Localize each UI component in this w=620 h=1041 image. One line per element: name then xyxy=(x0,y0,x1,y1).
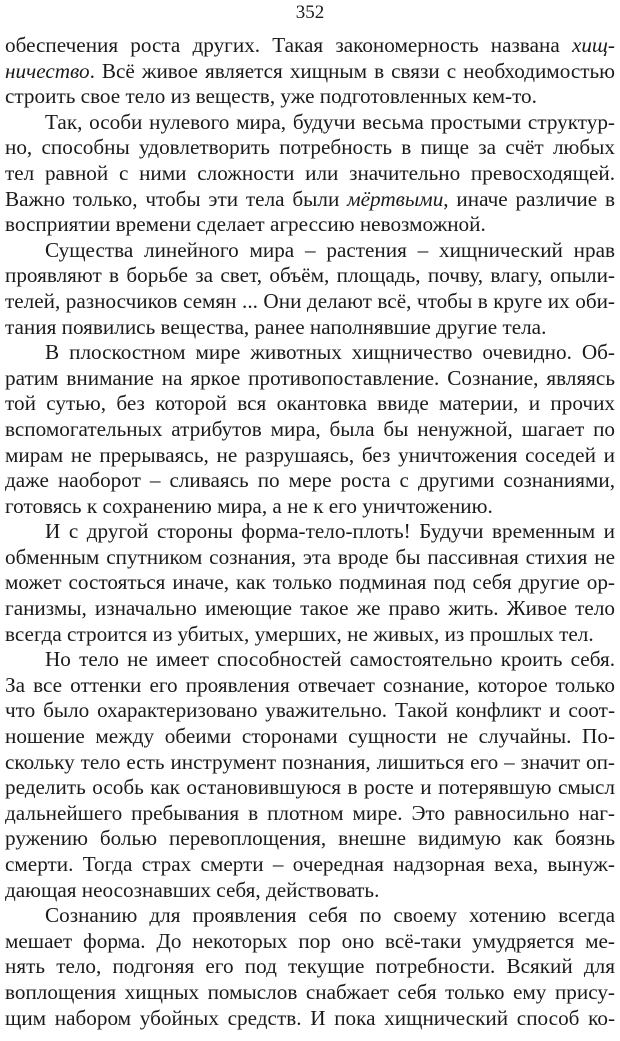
text-line: тания появились вещества, ранее наполнявшие другие тела. xyxy=(5,314,547,339)
text-line: мирам не прерываясь, не разрушаясь, без уничтожения соседей и xyxy=(5,442,615,467)
text-line: восприятии времени сделает агрессию невозможной. xyxy=(5,212,486,237)
text-line: И с другой стороны форма-тело-плоть! Будучи временным и xyxy=(45,519,615,544)
text-line: ружению болью перевоплощения, внешне видимую как боязнь xyxy=(5,826,615,851)
text-line: скольку тело есть инструмент познания, лишиться его – значит оп- xyxy=(5,749,615,774)
text-line: той сутью, без которой вся окантовка ввиде материи, и прочих xyxy=(5,391,615,416)
text-line: За все оттенки его проявления отвечает сознание, которое только xyxy=(5,672,615,697)
text-line: Но тело не имеет способностей самостоятельно кроить себя. xyxy=(45,647,615,672)
text-line: В плоскостном мире животных хищничество очевидно. Об- xyxy=(45,340,615,365)
text-line: даже наоборот – сливаясь по мере роста с другими сознаниями, xyxy=(5,468,615,493)
text-line: смерти. Тогда страх смерти – очередная надзорная веха, вынуж- xyxy=(5,852,615,876)
text-line: мешает форма. До некоторых пор оно всё-таки умудряется ме- xyxy=(5,928,615,953)
text-line: обменным спутником сознания, эта вроде бы пассивная стихия не xyxy=(5,544,615,569)
text-line: тел равной с ними сложности или значительно превосходящей. xyxy=(5,160,615,185)
text-line: обеспечения роста других. Такая закономерность названа хищ- xyxy=(5,33,615,57)
text-line: строить свое тело из веществ, уже подготовленных кем-то. xyxy=(5,84,537,109)
text-line: ратим внимание на яркое противопоставление. Сознание, являясь xyxy=(5,365,615,390)
text-line: готовясь к сохранению мира, а не к его уничтожению. xyxy=(5,493,493,518)
text-line: Важно только, чтобы эти тела были мёртвыми, иначе различие в xyxy=(5,186,615,211)
text-line: ределить особь как остановившуюся в росте и потерявшую смысл xyxy=(5,775,615,800)
text-line: щим набором убойных средств. И пока хищнический способ ко- xyxy=(5,1005,615,1030)
text-line: телей, разносчиков семян ... Они делают всё, чтобы в круге их оби- xyxy=(5,288,615,313)
text-line: дающая неосознавших себя, действовать. xyxy=(5,877,380,902)
text-line: но, способны удовлетворить потребность в пище за счёт любых xyxy=(5,135,615,160)
text-line: что было охарактеризовано уважительно. Такой конфликт и соот- xyxy=(5,698,615,723)
text-line: Существа линейного мира – растения – хищнический нрав xyxy=(45,237,615,262)
text-line: ничество. Всё живое является хищным в связи с необходимостью xyxy=(5,58,615,83)
text-line: проявляют в борьбе за свет, объём, площадь, почву, влагу, опыли- xyxy=(5,263,615,288)
text-line: дальнейшего пребывания в плотном мире. Это равносильно наг- xyxy=(5,800,615,825)
text-line: ношение между обеими сторонами сущности не случайны. По- xyxy=(5,724,615,749)
text-line: вспомогательных атрибутов мира, была бы ненужной, шагает по xyxy=(5,416,615,441)
text-line: нять тело, подгоняя его под текущие потребности. Всякий для xyxy=(5,954,615,979)
text-line: воплощения хищных помыслов снабжает себя только ему прису- xyxy=(5,979,615,1004)
page-number: 352 xyxy=(295,2,325,23)
body-text xyxy=(5,33,615,1031)
text-line: может состояться иначе, как только подминая под себя другие ор- xyxy=(5,570,615,595)
text-line: Так, особи нулевого мира, будучи весьма простыми структур- xyxy=(45,109,615,134)
text-line: Сознанию для проявления себя по своему хотению всегда xyxy=(45,903,615,928)
text-line: ганизмы, изначально имеющие такое же право жить. Живое тело xyxy=(5,596,615,621)
text-line: всегда строится из убитых, умерших, не живых, из прошлых тел. xyxy=(5,621,594,646)
